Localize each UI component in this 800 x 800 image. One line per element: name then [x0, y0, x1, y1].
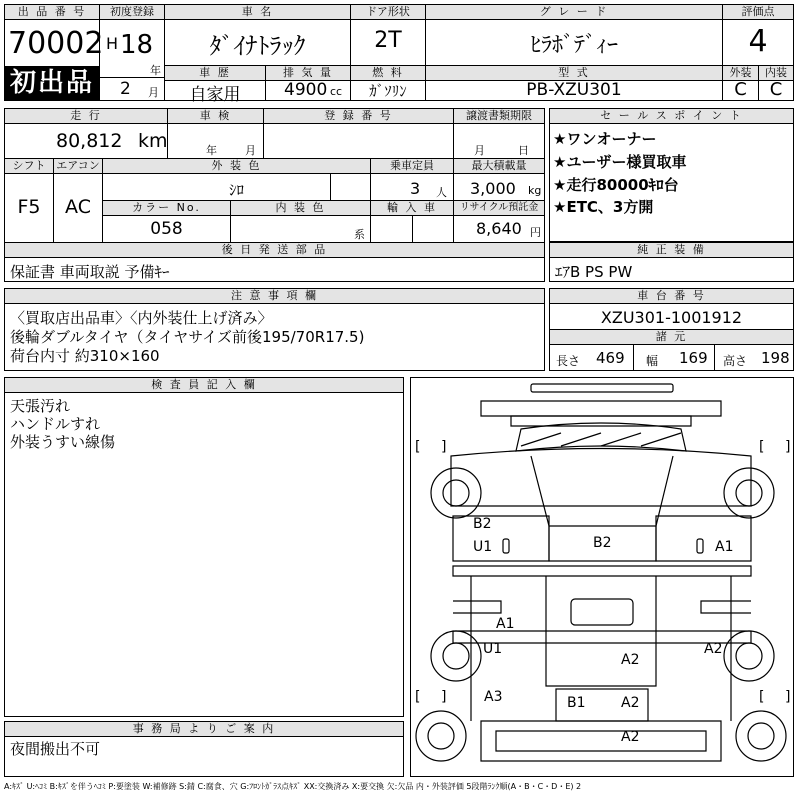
first-listing-badge: 初出品: [5, 66, 99, 100]
month-unit: 月: [148, 86, 159, 99]
model-label: 型 式: [426, 66, 722, 81]
later-parts-label: 後 日 発 送 部 品: [5, 243, 544, 258]
transfer-month-unit: 月: [474, 144, 485, 157]
score: 4: [748, 24, 768, 59]
car-name: ﾀﾞｲﾅﾄﾗｯｸ: [209, 32, 306, 60]
mark-b1-tail: B1: [567, 695, 586, 711]
mileage-unit: km: [138, 130, 168, 152]
equipment-label: 純 正 装 備: [550, 243, 793, 258]
era: H: [106, 34, 119, 53]
svg-text:]: ]: [441, 689, 447, 705]
capacity-unit: 人: [436, 186, 447, 199]
mark-b2-left: B2: [473, 516, 492, 532]
recycle-fee: 8,640: [476, 219, 522, 238]
sales-point-2: ★ユーザー様買取車: [553, 153, 687, 171]
ext-grade-label: 外装: [723, 66, 758, 81]
transfer-day-unit: 日: [518, 144, 529, 157]
model: PB-XZU301: [526, 80, 622, 100]
svg-text:]: ]: [785, 689, 791, 705]
length-label: 長さ: [556, 354, 581, 368]
fuel-label: 燃 料: [351, 66, 425, 81]
capacity-label: 乗車定員: [371, 159, 453, 174]
reg-year: 18: [120, 30, 154, 60]
ac-label: エアコン: [54, 159, 102, 174]
height-value: 198: [761, 349, 790, 367]
mark-b2-center: B2: [593, 535, 612, 551]
office-text: 夜間搬出不可: [10, 740, 101, 758]
inspector-line-2: ハンドルすれ: [10, 415, 101, 433]
svg-text:[: [: [759, 439, 765, 455]
legend: A:ｷｽﾞ U:ﾍｺﾐ B:ｷｽﾞを伴うﾍｺﾐ P:要塗装 W:補修跡 S:錆 C:腐食、穴 G:ﾌﾛﾝﾄｶﾞﾗｽ点ｷｽﾞ XX:交換済み X:要交換 欠:欠品 内・外装評価 5段階ﾗﾝｸ順(A・B・C・D・E) 2: [4, 782, 582, 791]
chassis-number: XZU301-1001912: [600, 308, 743, 327]
svg-text:[: [: [415, 689, 421, 705]
inspector-line-1: 天張汚れ: [10, 397, 71, 415]
fuel: ｶﾞｿﾘﾝ: [369, 82, 407, 100]
inspector-line-3: 外装うすい線傷: [10, 433, 116, 451]
chassis-label: 車 台 番 号: [550, 289, 793, 304]
inspection-label: 車 検: [168, 109, 263, 124]
ac: AC: [65, 196, 91, 218]
ext-grade: C: [734, 79, 747, 100]
width-label: 幅: [646, 354, 659, 368]
car-name-label: 車 名: [165, 5, 350, 20]
capacity: 3: [410, 179, 421, 198]
sales-point-block: [549, 108, 794, 242]
mark-u1-rear: U1: [483, 641, 503, 657]
lot-number: 70002: [8, 26, 104, 61]
door-type: 2T: [374, 28, 402, 53]
mileage: 80,812: [56, 130, 123, 152]
recycle-unit: 円: [530, 226, 541, 239]
mark-u1-left: U1: [473, 539, 493, 555]
displacement-label: 排 気 量: [266, 66, 350, 81]
mark-a2-bumper: A2: [621, 729, 640, 745]
grade-label: グ レ ー ド: [426, 5, 722, 20]
ext-color-label: 外 装 色: [103, 159, 370, 174]
mileage-label: 走 行: [5, 109, 167, 124]
color-no-label: カラー No.: [103, 201, 230, 216]
inspection-month-unit: 月: [245, 144, 256, 157]
reg-month: 2: [120, 79, 131, 99]
mark-a2-tail: A2: [621, 695, 640, 711]
sales-point-label: セ ー ル ス ポ イ ン ト: [550, 109, 793, 124]
int-grade-label: 内装: [759, 66, 793, 81]
int-color-unit: 系: [354, 228, 365, 241]
mark-a2-bed: A2: [621, 652, 640, 668]
caution-line-1: 〈買取店出品車〉〈内外装仕上げ済み〉: [10, 309, 273, 327]
int-grade: C: [769, 79, 783, 100]
office-label: 事 務 局 よ り ご 案 内: [5, 722, 403, 737]
grade: ﾋﾗﾎﾞﾃﾞｨｰ: [529, 33, 618, 58]
sales-point-1: ★ワンオーナー: [553, 130, 657, 148]
mark-a3-left: A3: [484, 689, 503, 705]
dims-label: 諸 元: [550, 330, 793, 345]
later-parts: 保証書 車両取説 予備ｷｰ: [10, 263, 170, 281]
width-value: 169: [679, 349, 708, 367]
svg-text:[: [: [759, 689, 765, 705]
inspector-label: 検 査 員 記 入 欄: [5, 378, 403, 393]
svg-text:]: ]: [441, 439, 447, 455]
history-label: 車 歴: [165, 66, 265, 81]
svg-text:[: [: [415, 439, 421, 455]
sales-point-3: ★走行80000ｷﾛ台: [553, 176, 679, 194]
sales-point-4: ★ETC、3方開: [553, 198, 654, 216]
history: 自家用: [189, 85, 241, 105]
ext-color: ｼﾛ: [228, 181, 244, 199]
reg-number-label: 登 録 番 号: [264, 109, 453, 124]
height-label: 高さ: [723, 354, 748, 368]
import-label: 輸 入 車: [371, 201, 453, 216]
max-load-unit: kg: [528, 184, 542, 197]
svg-text:]: ]: [785, 439, 791, 455]
shift-label: シフト: [5, 159, 53, 174]
mark-a1-center: A1: [496, 616, 515, 632]
max-load-label: 最大積載量: [454, 159, 544, 174]
year-unit: 年: [150, 64, 161, 77]
inspection-year-unit: 年: [206, 144, 217, 157]
score-label: 評価点: [723, 5, 793, 20]
max-load: 3,000: [470, 179, 516, 198]
transfer-deadline-label: 譲渡書類期限: [454, 109, 544, 124]
lot-label: 出 品 番 号: [5, 5, 99, 20]
recycle-label: リサイクル預託金: [454, 201, 544, 216]
displacement: 4900: [284, 80, 328, 100]
door-label: ドア形状: [351, 5, 425, 20]
displacement-unit: cc: [330, 85, 343, 98]
shift: F5: [17, 196, 41, 218]
mark-a2-right: A2: [704, 641, 723, 657]
first-reg-label: 初度登録: [100, 5, 164, 20]
caution-line-2: 後輪ダブルタイヤ（タイヤサイズ前後195/70R17.5): [10, 328, 365, 346]
equipment-items: ｴｱB PS PW: [555, 263, 633, 281]
mark-a1-right: A1: [715, 539, 734, 555]
color-no: 058: [150, 219, 183, 239]
vehicle-diagram: [410, 377, 794, 777]
cautions-label: 注 意 事 項 欄: [5, 289, 544, 304]
length-value: 469: [596, 349, 625, 367]
caution-line-3: 荷台内寸 約310×160: [10, 347, 160, 365]
int-color-label: 内 装 色: [231, 201, 370, 216]
